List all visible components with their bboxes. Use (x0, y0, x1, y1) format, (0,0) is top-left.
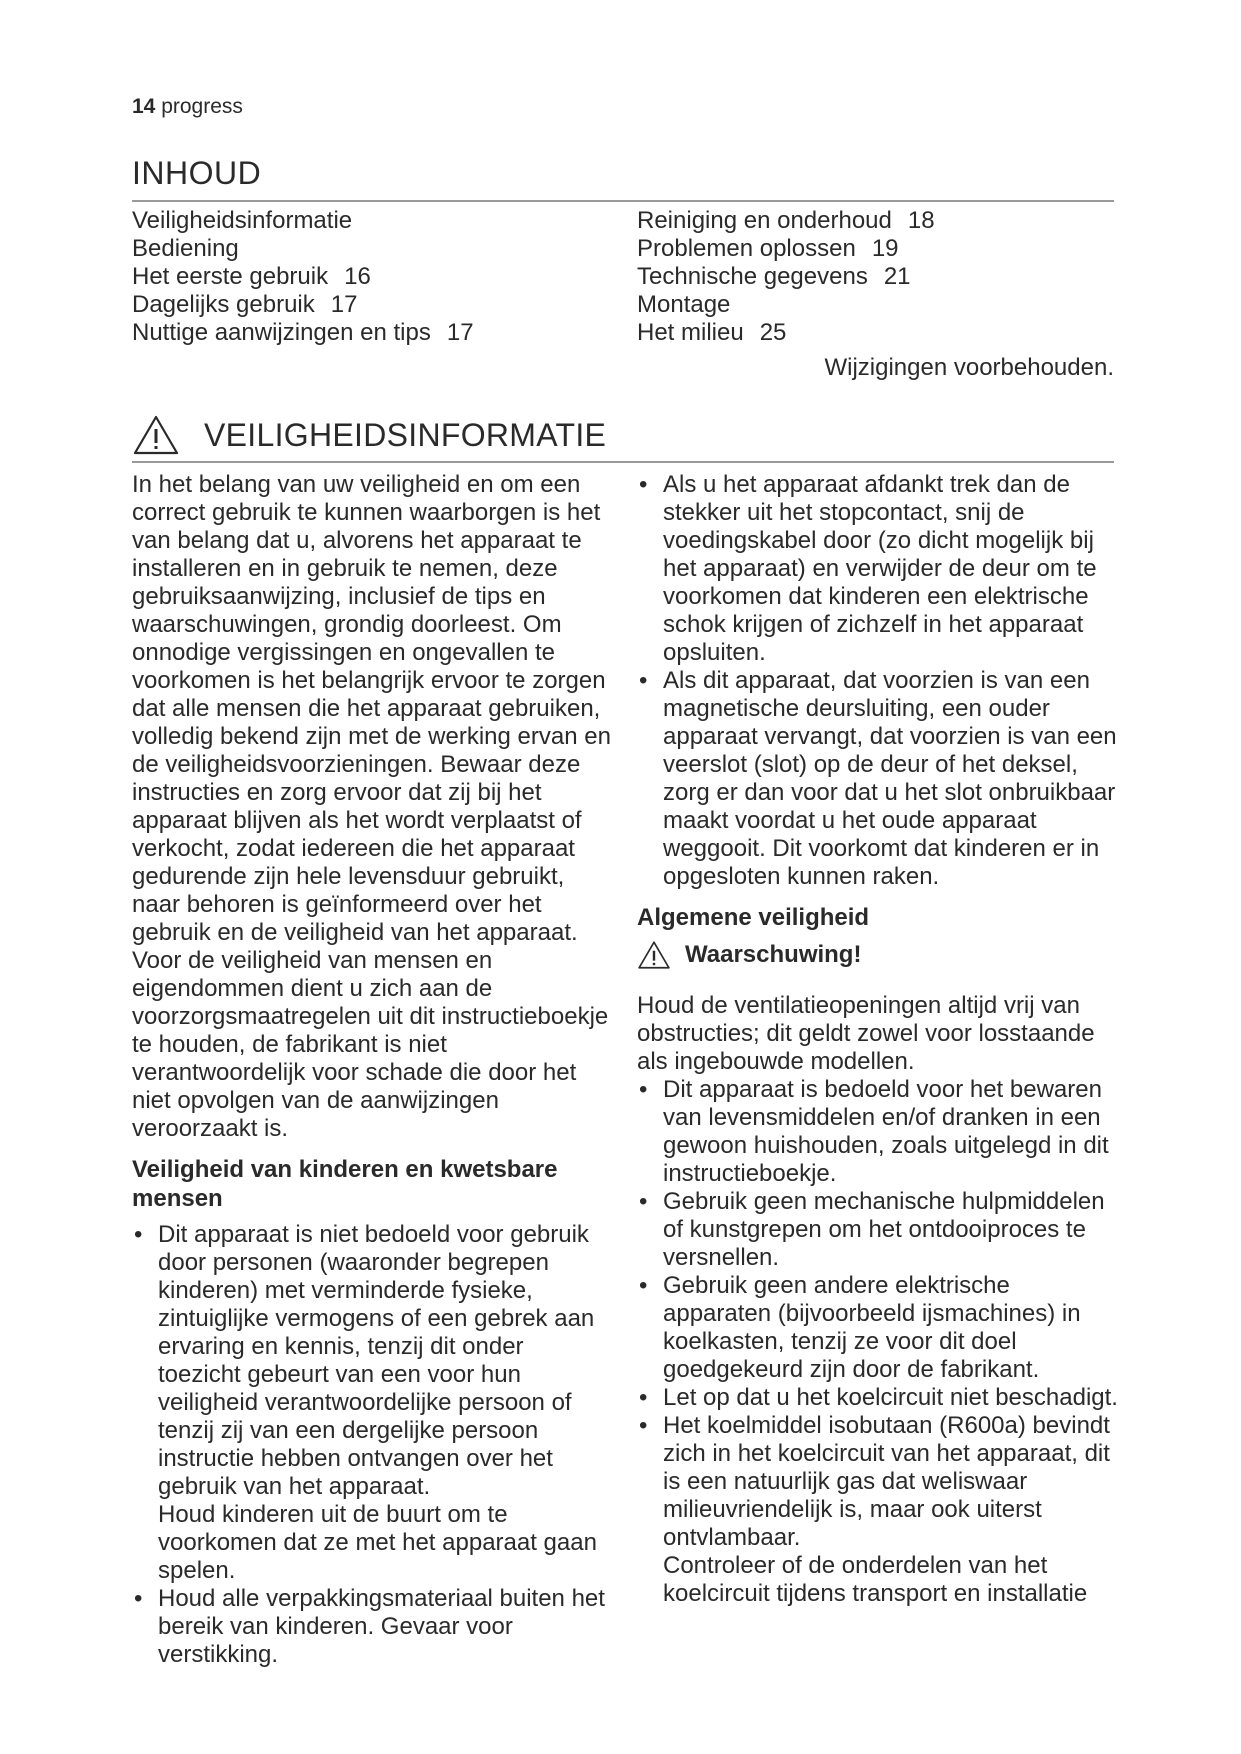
subheading-children-safety: Veiligheid van kinderen en kwetsbare mensen (132, 1156, 558, 1212)
intro-paragraph: In het belang van uw veiligheid en om een correct gebruik te kunnen waarborgen is het van belang dat u, alvorens het apparaat te installeren en in gebruik te nemen, deze gebruiksaanwijzing, inclusief de tips en waarschuwingen, grondig doorleest. Om onnodige vergissingen en ongevallen te voorkomen is het belangrijk ervoor te zorgen dat alle mensen die het apparaat gebruiken, volledig bekend zijn met de werking ervan en de veiligheidsvoorzieningen. Bewaar deze instructies en zorg ervoor dat zij bij het apparaat blijven als het wordt verplaatst of verkocht, zodat iedereen die het apparaat gedurende zijn hele levensduur gebruikt, naar behoren is geïnformeerd over het gebruik en de veiligheid van het apparaat. (132, 471, 611, 946)
toc-note: Wijzigingen voorbehouden. (824, 354, 1114, 381)
list-item: • Als u het apparaat afdankt trek dan de stekker uit het stopcontact, snij de voedingskabel door (zo dicht mogelijk bij het apparaat) en verwijder de deur om te voorkomen dat kinderen een elektrische schok krijgen of zichzelf in het apparaat opsluiten. (637, 471, 1121, 667)
brand-name: progress (161, 95, 243, 118)
left-column (132, 471, 612, 1669)
list-item: • Dit apparaat is bedoeld voor het bewaren van levensmiddelen en/of dranken in een gewoon huishouden, zoals uitgelegd in dit instructieboekje. (637, 1076, 1121, 1188)
general-intro: Houd de ventilatieopeningen altijd vrij van obstructies; dit geldt zowel voor losstaande als ingebouwde modellen. (637, 992, 1095, 1075)
toc-entry[interactable]: Het milieu 25 (637, 319, 787, 346)
section-title: VEILIGHEIDSINFORMATIE (204, 416, 607, 453)
list-item: • Dit apparaat is niet bedoeld voor gebruik door personen (waaronder begrepen kinderen) met verminderde fysieke, zintuiglijke vermogens of een gebrek aan ervaring en kennis, tenzij dit onder toezicht gebeurt van een voor hun veiligheid verantwoordelijke persoon of tenzij zij van een dergelijke persoon instructie hebben ontvangen over het gebruik van het apparaat. Houd kinderen uit de buurt om te voorkomen dat ze met het apparaat gaan spelen. (132, 1221, 612, 1585)
children-safety-list (132, 1221, 612, 1669)
warning-notice (637, 940, 1121, 970)
section-heading (132, 412, 606, 458)
list-item: • Houd alle verpakkingsmateriaal buiten het bereik van kinderen. Gevaar voor verstikking. (132, 1585, 612, 1669)
warning-triangle-icon (132, 414, 180, 456)
toc-entry[interactable]: Dagelijks gebruik 17 (132, 291, 358, 318)
toc-entry[interactable]: Problemen oplossen 19 (637, 235, 899, 262)
general-safety-list (637, 1076, 1121, 1608)
list-item: • Als dit apparaat, dat voorzien is van een magnetische deursluiting, een ouder apparaat vervangt, dat voorzien is van een veerslot (slot) op de deur of het deksel, zorg er dan voor dat u het slot onbruikbaar maakt voordat u het oude apparaat weggooit. Dit voorkomt dat kinderen er in opgesloten kunnen raken. (637, 667, 1121, 891)
page-number: 14 (132, 95, 156, 118)
right-column (637, 471, 1121, 1608)
toc-entry[interactable]: Bediening (132, 235, 239, 262)
toc-right-column (637, 207, 935, 347)
list-item: • Gebruik geen mechanische hulpmiddelen of kunstgrepen om het ontdooiproces te versnellen. (637, 1188, 1121, 1272)
list-item: • Gebruik geen andere elektrische apparaten (bijvoorbeeld ijsmachines) in koelkasten, tenzij ze voor dit doel goedgekeurd zijn door de fabrikant. (637, 1272, 1121, 1384)
toc-entry[interactable]: Nuttige aanwijzingen en tips 17 (132, 319, 474, 346)
toc-divider (132, 200, 1114, 202)
toc-left-column (132, 207, 474, 347)
list-item: • Het koelmiddel isobutaan (R600a) bevindt zich in het koelcircuit van het apparaat, dit is een natuurlijk gas dat weliswaar milieuvriendelijk is, maar ook uiterst ontvlambaar. Controleer of de onderdelen van het koelcircuit tijdens transport en installatie (637, 1412, 1121, 1608)
intro-paragraph: Voor de veiligheid van mensen en eigendommen dient u zich aan de voorzorgsmaatregelen uit dit instructieboekje te houden, de fabrikant is niet verantwoordelijk voor schade die door het niet opvolgen van de aanwijzingen veroorzaakt is. (132, 947, 609, 1142)
toc-entry[interactable]: Veiligheidsinformatie (132, 207, 353, 234)
toc-entry[interactable]: Reiniging en onderhoud 18 (637, 207, 935, 234)
subheading-general-safety: Algemene veiligheid (637, 904, 870, 931)
section-divider (132, 461, 1114, 463)
toc-entry[interactable]: Het eerste gebruik 16 (132, 263, 371, 290)
warning-triangle-icon (637, 940, 671, 970)
page-header (132, 95, 243, 119)
toc-entry[interactable]: Montage (637, 291, 731, 318)
toc-entry[interactable]: Technische gegevens 21 (637, 263, 911, 290)
list-item: • Let op dat u het koelcircuit niet beschadigt. (637, 1384, 1121, 1412)
warning-label: Waarschuwing! (685, 941, 862, 968)
children-safety-list-continued (637, 471, 1121, 891)
toc-title: INHOUD (132, 155, 262, 191)
